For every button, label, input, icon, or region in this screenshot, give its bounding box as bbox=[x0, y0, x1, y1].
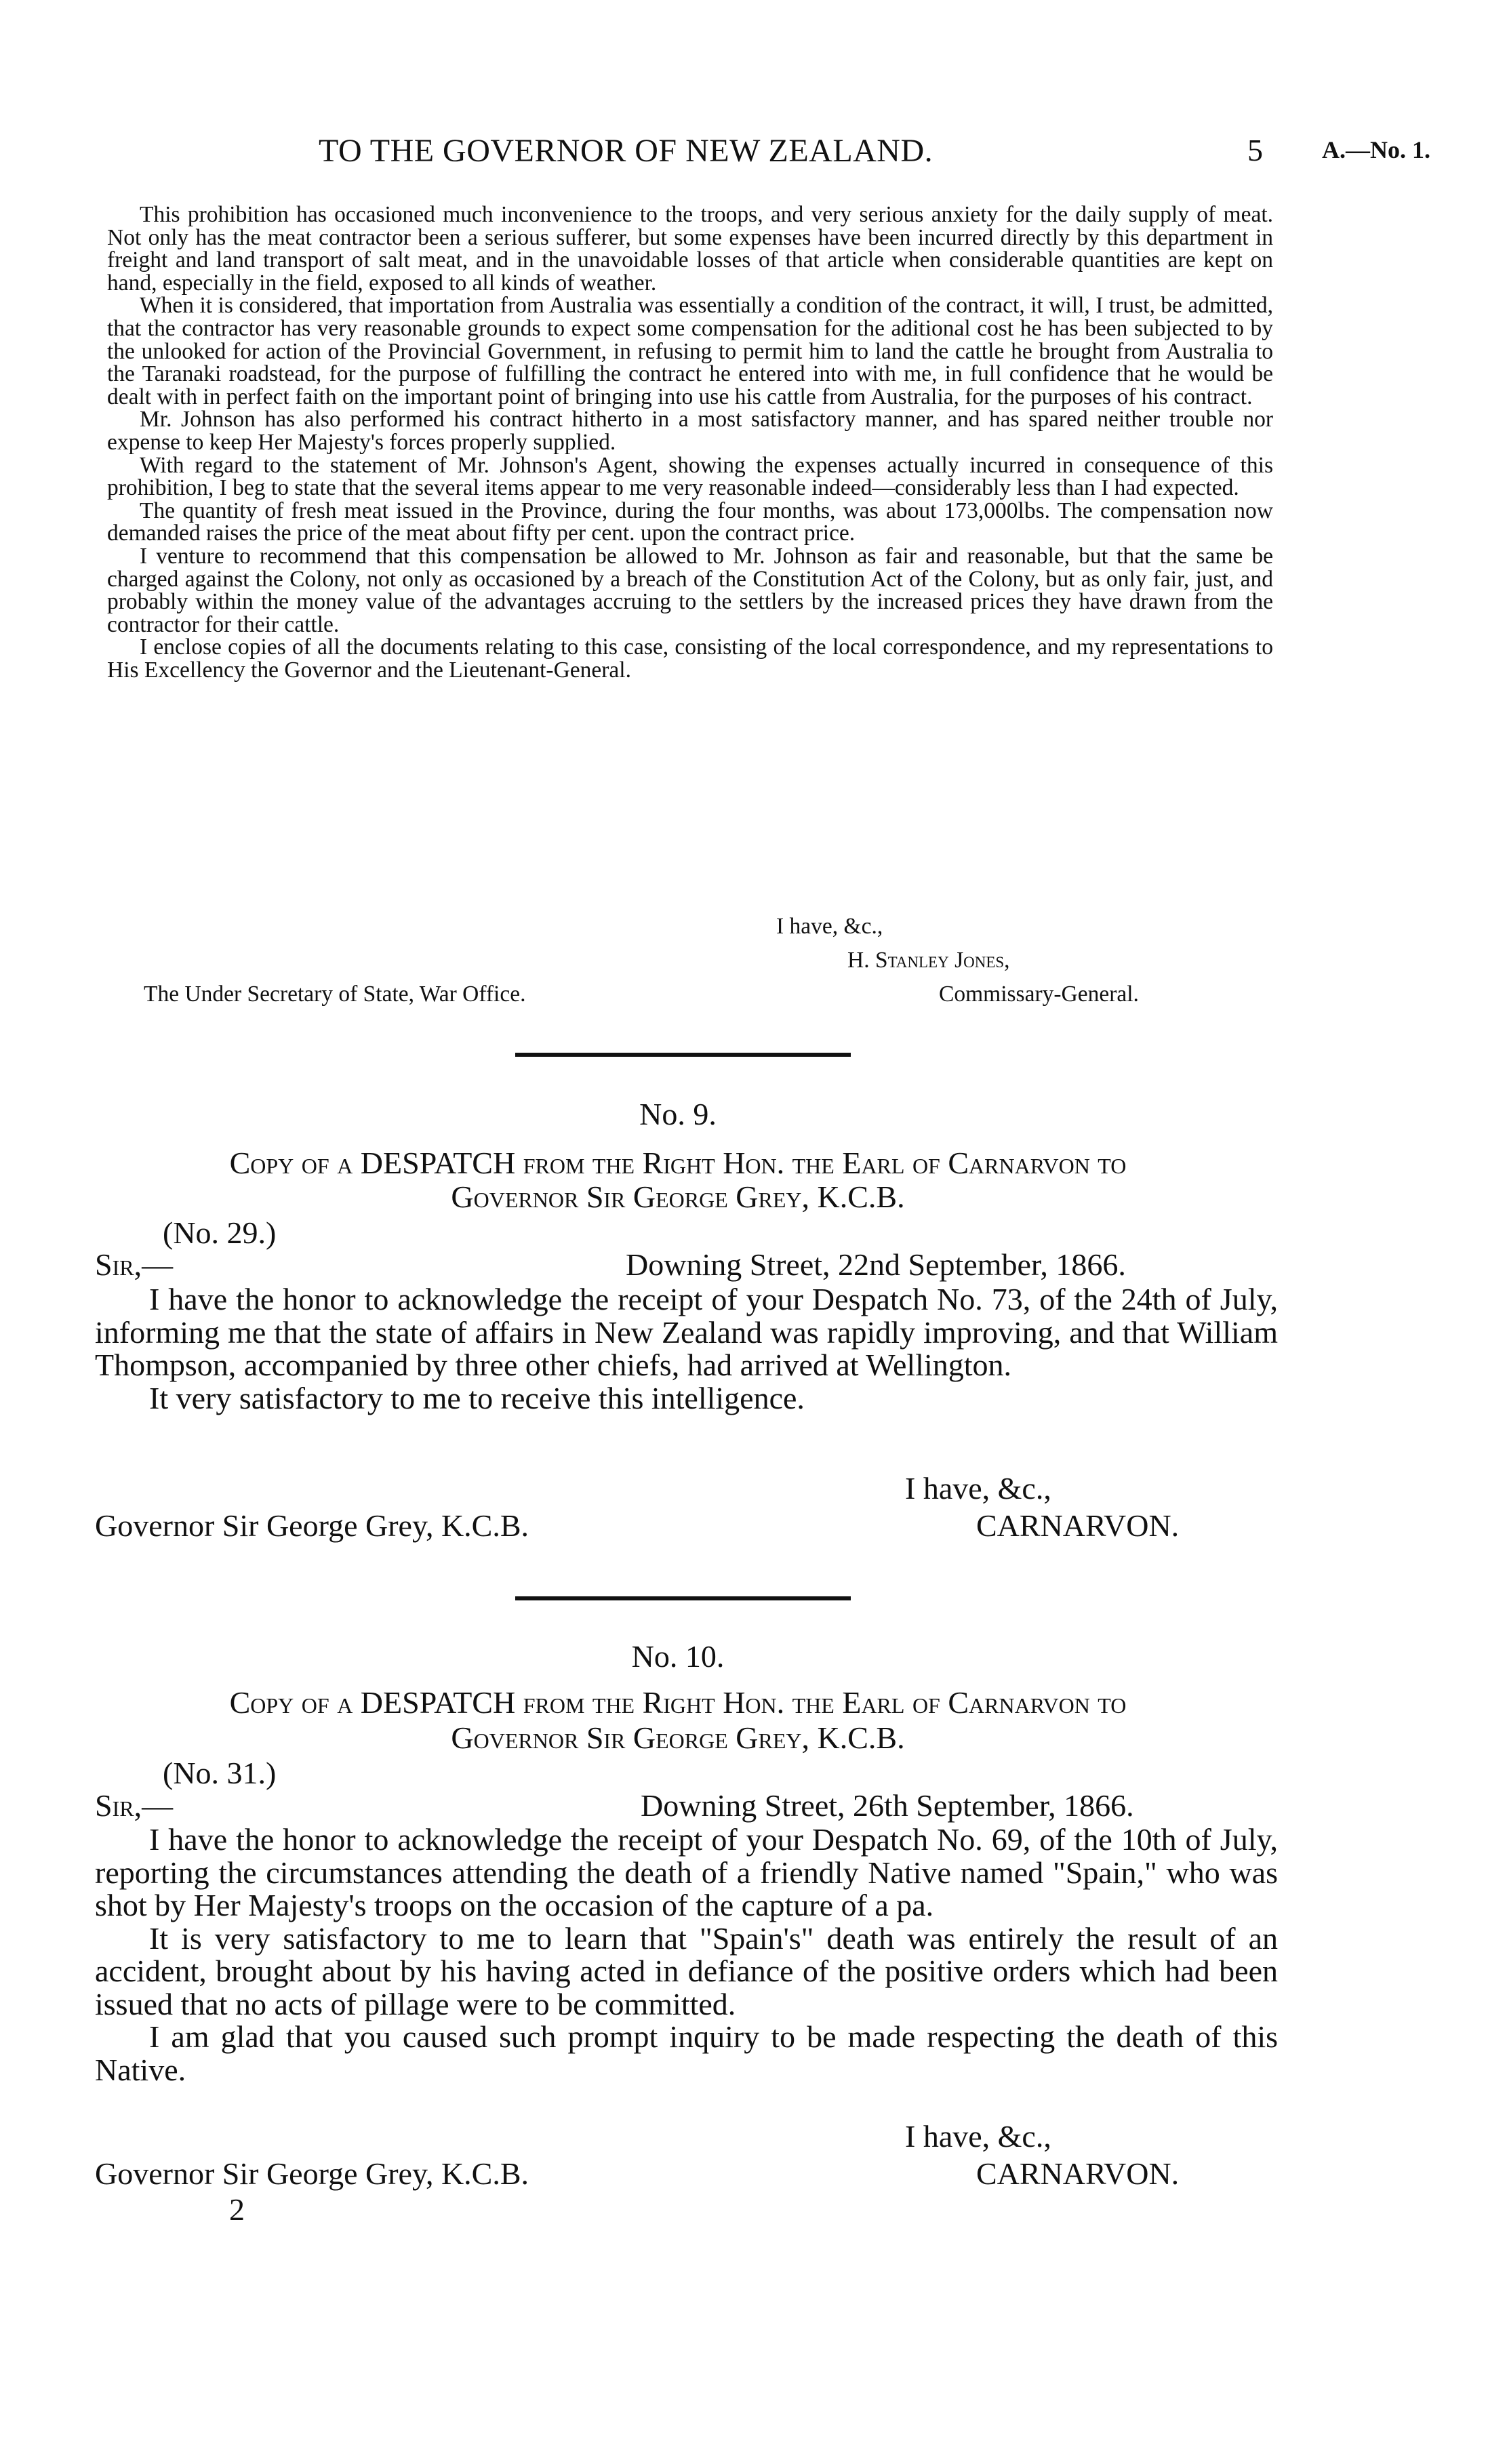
despatch-paragraph: It very satisfactory to me to receive this intelligence. bbox=[149, 1380, 805, 1415]
running-header-title: TO THE GOVERNOR OF NEW ZEALAND. bbox=[319, 133, 933, 169]
despatch-signature: CARNARVON. bbox=[976, 1508, 1180, 1543]
despatch-heading-line2: Governor Sir George Grey, K.C.B. bbox=[451, 1179, 905, 1214]
page-number: 5 bbox=[1247, 133, 1263, 167]
printer-signature-mark: 2 bbox=[229, 2192, 245, 2227]
despatch-paragraph: I have the honor to acknowledge the receipt of your Despatch No. 73, of the 24th of July, informing me that the state of affairs in New Zealand was rapidly improving, and that William Thompson, accompanied by three other chiefs, had arrived at Wellington. bbox=[95, 1282, 1278, 1382]
despatch-paragraph: I am glad that you caused such prompt inquiry to be made respecting the death of this Native. bbox=[95, 2019, 1278, 2087]
despatch-address-date: Downing Street, 22nd September, 1866. bbox=[626, 1247, 1126, 1282]
commissary-letter-body bbox=[107, 203, 1273, 681]
letter-paragraph: The quantity of fresh meat issued in the Province, during the four months, was about 173,000lbs. The compensation now demanded raises the price of the meat about fifty per cent. upon the contract price. bbox=[107, 498, 1273, 546]
despatch-address-date: Downing Street, 26th September, 1866. bbox=[641, 1788, 1134, 1823]
letter-signature-name: H. Stanley Jones, bbox=[847, 948, 1010, 973]
despatch-reference: (No. 31.) bbox=[163, 1756, 277, 1790]
letter-paragraph: With regard to the statement of Mr. Johnson's Agent, showing the expenses actually incurred in consequence of this prohibition, I beg to state that the several items appear to me very reasonable indeed—considerably less than I had expected. bbox=[107, 452, 1273, 501]
despatch-closing: I have, &c., bbox=[905, 2119, 1051, 2154]
letter-signature-title: Commissary-General. bbox=[939, 982, 1139, 1007]
despatch-addressee: Governor Sir George Grey, K.C.B. bbox=[95, 1508, 529, 1543]
letter-addressee: The Under Secretary of State, War Office. bbox=[144, 982, 526, 1007]
letter-paragraph: Mr. Johnson has also performed his contract hitherto in a most satisfactory manner, and has spared neither trouble nor expense to keep Her Majesty's forces properly supplied. bbox=[107, 407, 1273, 455]
despatch-heading-line1: Copy of a DESPATCH from the Right Hon. the Earl of Carnarvon to bbox=[229, 1685, 1127, 1720]
despatch-salutation: Sir,— bbox=[95, 1788, 174, 1823]
despatch-number: No. 9. bbox=[639, 1097, 717, 1131]
letter-paragraph: I enclose copies of all the documents relating to this case, consisting of the local correspondence, and my representations to His Excellency the Governor and the Lieutenant-General. bbox=[107, 634, 1273, 683]
despatch-body bbox=[95, 1283, 1278, 1415]
despatch-heading-line1: Copy of a DESPATCH from the Right Hon. the Earl of Carnarvon to bbox=[229, 1146, 1127, 1180]
despatch-paragraph: It is very satisfactory to me to learn that "Spain's" death was entirely the result of an accident, brought about by his having acted in defiance of the positive orders which had been issued that no acts of pillage were to be committed. bbox=[95, 1920, 1278, 2021]
despatch-paragraph: I have the honor to acknowledge the receipt of your Despatch No. 69, of the 10th of July, reporting the circumstances attending the death of a friendly Native named "Spain," who was shot by Her Majesty's troops on the occasion of the capture of a pa. bbox=[95, 1822, 1278, 1922]
section-divider bbox=[515, 1053, 851, 1057]
letter-paragraph: When it is considered, that importation from Australia was essentially a condition of the contract, it will, I trust, be admitted, that the contractor has very reasonable grounds to expect some compensation for the aditional cost he has been subjected to by the unlooked for action of the Provincial Government, in refusing to permit him to land the cattle he brought from Australia to the Taranaki roadstead, for the purpose of fulfilling the contract he entered into with me, in full confidence that he would be dealt with in perfect faith on the important point of bringing into use his cattle from Australia, for the purposes of his contract. bbox=[107, 293, 1273, 409]
section-divider bbox=[515, 1596, 851, 1600]
document-reference: A.—No. 1. bbox=[1322, 136, 1430, 163]
despatch-heading-line2: Governor Sir George Grey, K.C.B. bbox=[451, 1720, 905, 1755]
despatch-reference: (No. 29.) bbox=[163, 1215, 277, 1250]
despatch-addressee: Governor Sir George Grey, K.C.B. bbox=[95, 2156, 529, 2191]
despatch-number: No. 10. bbox=[631, 1639, 725, 1674]
letter-paragraph: This prohibition has occasioned much inconvenience to the troops, and very serious anxiety for the daily supply of meat. Not only has the meat contractor been a serious sufferer, but some expenses have been incurred directly by this department in freight and land transport of salt meat, and in the unavoidable losses of that article when considerable quantities are kept on hand, especially in the field, exposed to all kinds of weather. bbox=[107, 202, 1273, 296]
despatch-signature: CARNARVON. bbox=[976, 2156, 1180, 2191]
despatch-salutation: Sir,— bbox=[95, 1247, 174, 1282]
letter-paragraph: I venture to recommend that this compensation be allowed to Mr. Johnson as fair and reasonable, but that the same be charged against the Colony, not only as occasioned by a breach of the Constitution Act of the Colony, but as only fair, just, and probably within the money value of the advantages accruing to the settlers by the increased prices they have drawn from the contractor for their cattle. bbox=[107, 543, 1273, 637]
despatch-closing: I have, &c., bbox=[905, 1471, 1051, 1506]
letter-closing: I have, &c., bbox=[776, 914, 883, 939]
despatch-body bbox=[95, 1823, 1278, 2086]
